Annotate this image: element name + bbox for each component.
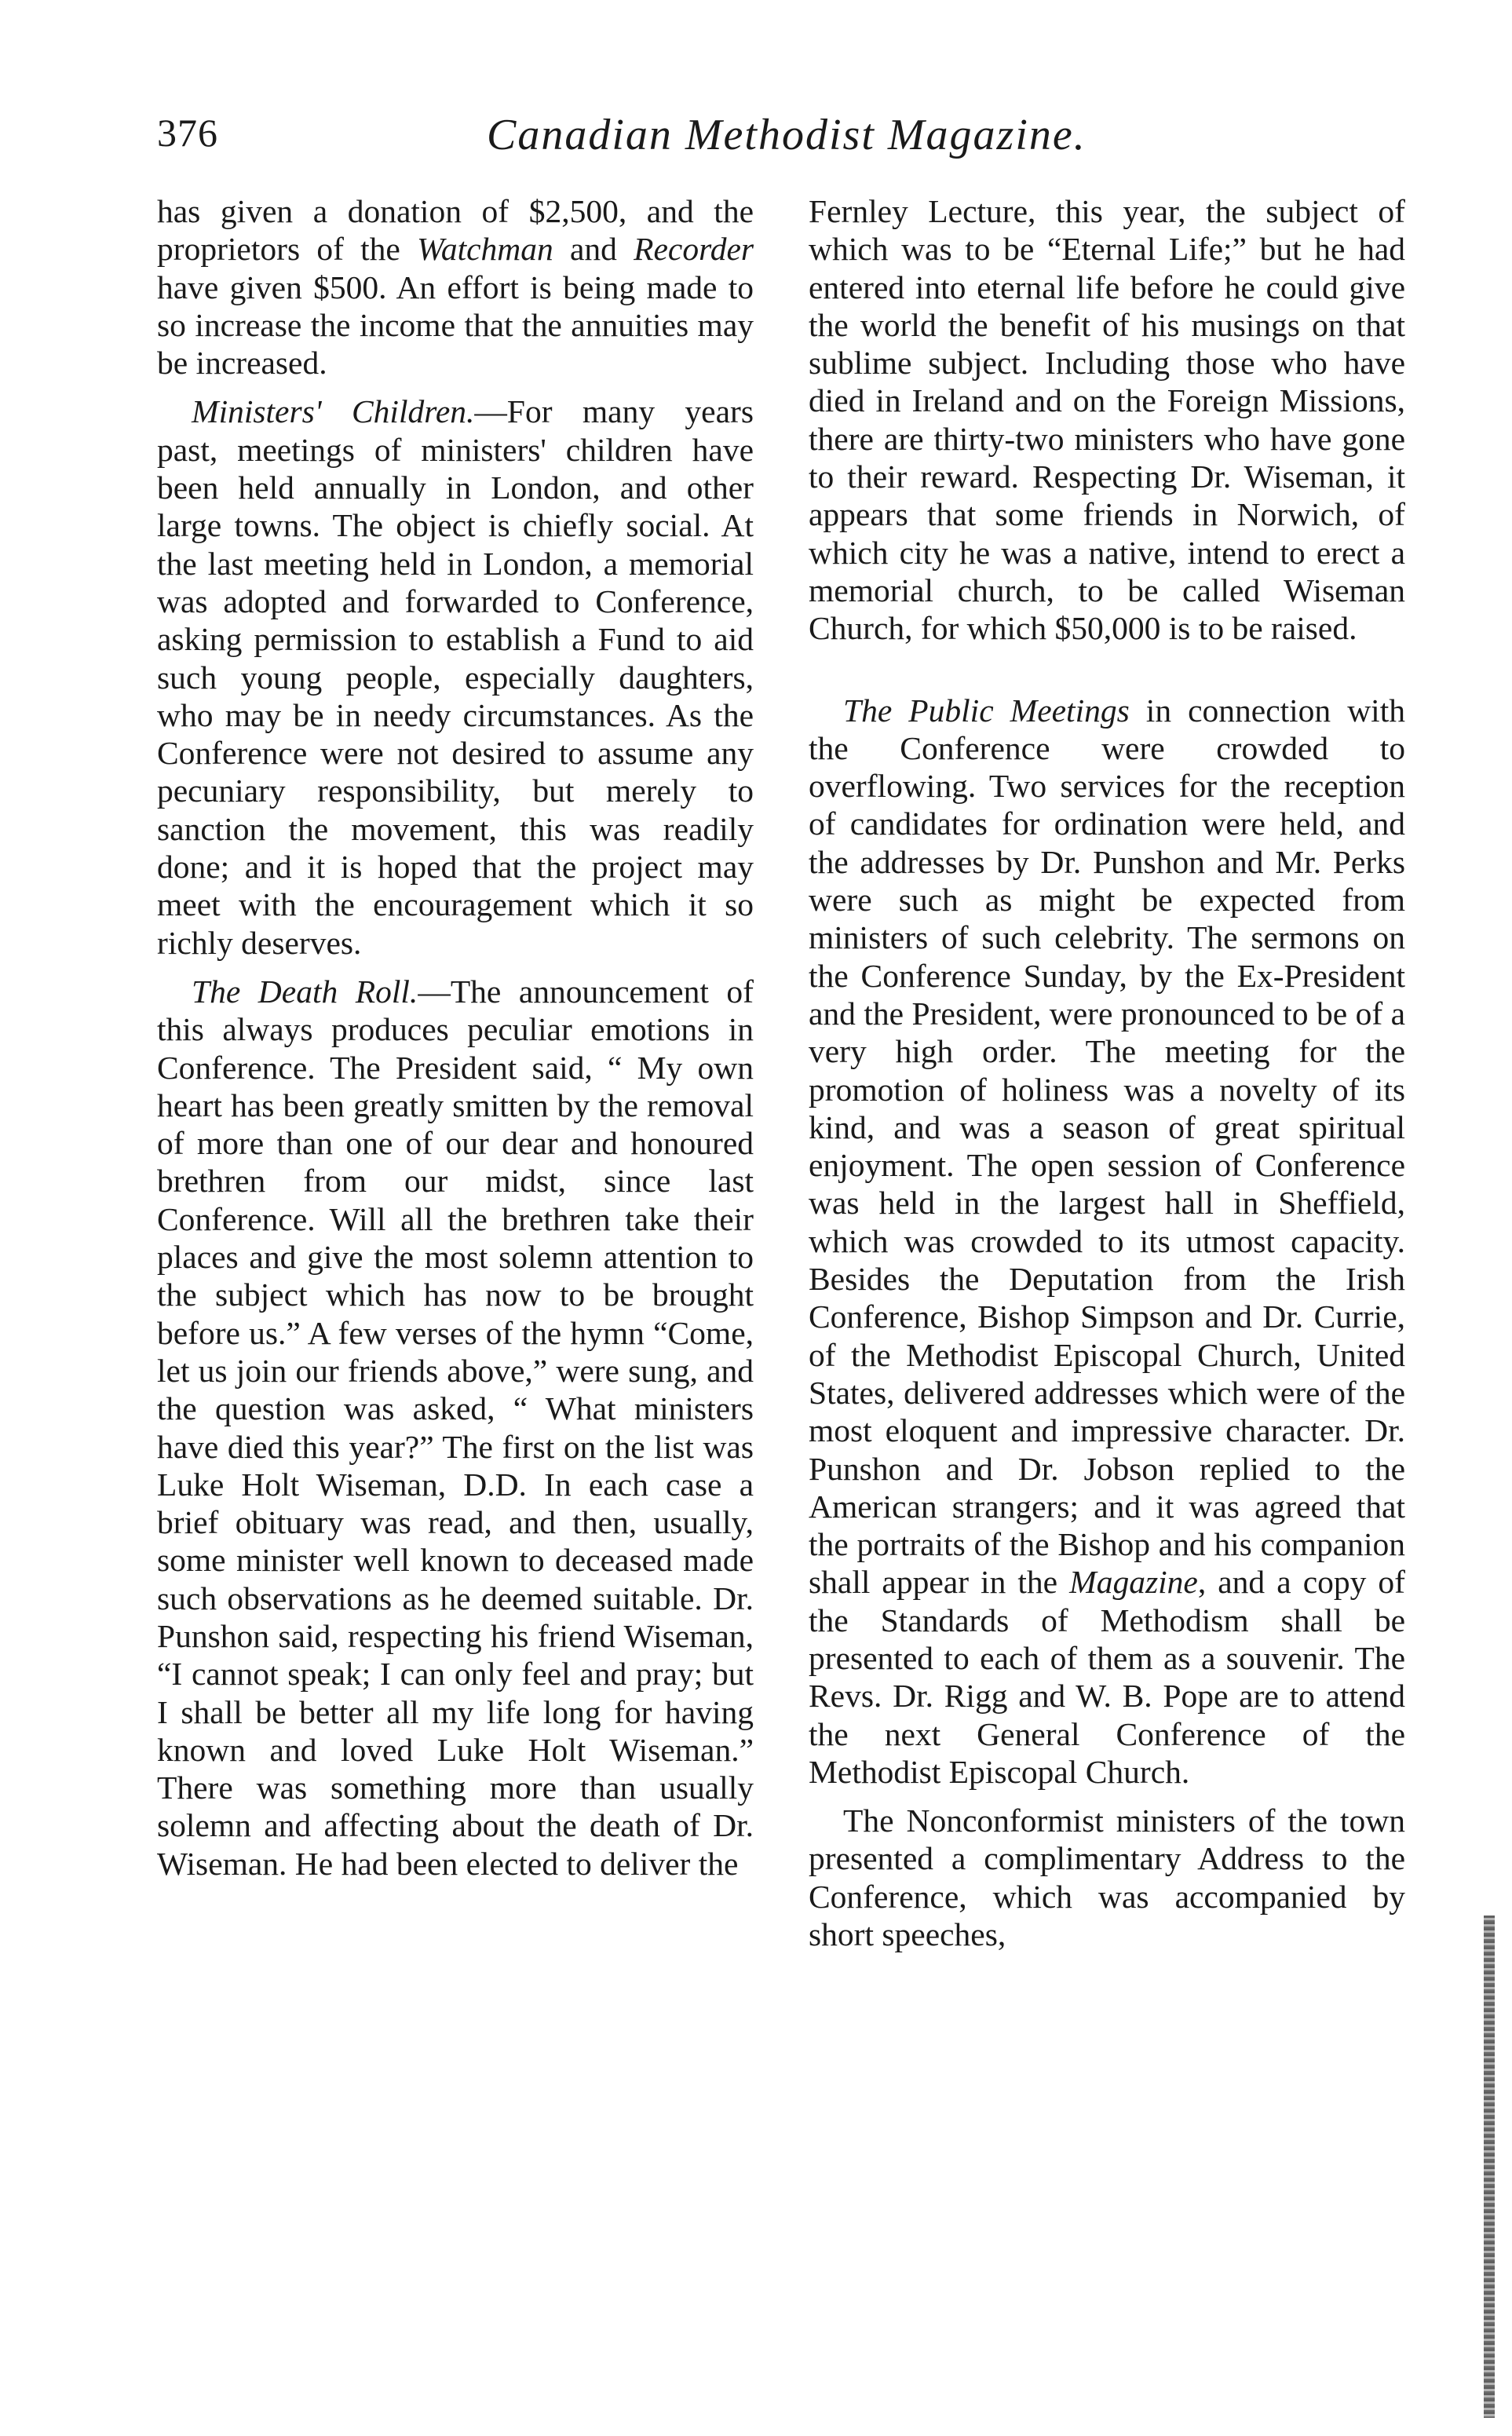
ministers-children-text: —For many years past, meetings of ministers' children have been held annually in London, and other large towns. The object is chiefly social. At the last meeting held in London, a memorial was adopted and forwarded to Conference, asking permission to establish a Fund to aid such young people, especially daughters, who may be in needy circumstances. As the Conference were not desired to assume any pecuniary responsibility, but merely to sanction the movement, this was readily done; and it is hoped that the project may meet with the encouragement which it so richly deserves. — [157, 393, 754, 961]
paragraph-fernley-lecture: Fernley Lecture, this year, the subject of which was to be “Eternal Life;” but he had entered into eternal life before he could give the world the benefit of his musings on that sublime subject. Including those who have died in Ireland and on the Foreign Missions, there are thirty-two ministers who have gone to their reward. Respecting Dr. Wiseman, it appears that some friends in Norwich, of which city he was a native, intend to erect a memorial church, to be called Wiseman Church, for which $50,000 is to be raised. — [809, 193, 1405, 647]
paragraph-public-meetings — [809, 692, 1405, 1791]
death-roll-heading: The Death Roll. — [192, 973, 418, 1010]
left-column — [157, 192, 754, 1883]
paragraph-donation — [157, 192, 754, 382]
paragraph-nonconformist-ministers: The Nonconformist ministers of the town presented a complimentary Address to the Conference, which was accompanied by short speeches, — [809, 1802, 1405, 1953]
watchman-title: Watchman — [417, 231, 553, 268]
public-meetings-text: in connection with the Conference were crowded to overflowing. Two services for the reception of candidates for ordination were held, and the addresses by Dr. Punshon and Mr. Perks were such as might be expected from ministers of such celebrity. The sermons on the Conference Sunday, by the Ex-President and the President, were pronounced to be of a very high order. The meeting for the promotion of holiness was a novelty of its kind, and was a season of great spiritual enjoyment. The open session of Conference was held in the largest hall in Sheffield, which was crowded to its utmost capacity. Besides the Deputation from the Irish Conference, Bishop Simpson and Dr. Currie, of the Methodist Episcopal Church, United States, delivered addresses which were of the most eloquent and impressive character. Dr. Punshon and Dr. Jobson replied to the American strangers; and it was agreed that the portraits of the Bishop and his companion shall appear in the — [809, 692, 1405, 1601]
public-meetings-tail: , and a copy of the Standards of Methodism shall be presented to each of them as a souvenir. The Revs. Dr. Rigg and W. B. Pope are to attend the next General Conference of the Methodist Episcopal Church. — [809, 1564, 1405, 1790]
right-column — [809, 192, 1405, 1953]
paragraph-death-roll — [157, 973, 754, 1883]
paragraph-ministers-children — [157, 393, 754, 961]
ministers-children-heading: Ministers' Children. — [192, 393, 475, 430]
magazine-title: Magazine — [1069, 1564, 1198, 1601]
page-edge-scan-artifact — [1484, 1916, 1495, 2418]
recorder-title: Recorder — [634, 231, 754, 268]
page-number: 376 — [157, 111, 218, 155]
journal-title: Canadian Methodist Magazine. — [487, 111, 1087, 159]
death-roll-text: —The announcement of this always produces peculiar emotions in Conference. The President said, “ My own heart has been greatly smitten by the removal of more than one of our dear and honoured brethren from our midst, since last Conference. Will all the brethren take their places and give the most solemn attention to the subject which has now to be brought before us.” A few verses of the hymn “Come, let us join our friends above,” were sung, and the question was asked, “ What ministers have died this year?” The first on the list was Luke Holt Wiseman, D.D. In each case a brief obituary was read, and then, usually, some minister well known to deceased made such observations as he deemed suitable. Dr. Punshon said, respecting his friend Wiseman, “I cannot speak; I can only feel and pray; but I shall be better all my life long for having known and loved Luke Holt Wiseman.” There was something more than usually solemn and affecting about the death of Dr. Wiseman. He had been elected to deliver the — [157, 973, 754, 1882]
public-meetings-heading: The Public Meetings — [843, 692, 1130, 729]
donation-text-e: have given $500. An effort is being made to so increase the income that the annuities may be increased. — [157, 268, 754, 382]
donation-text-a: has given a donation of $2,500, and the proprietors of the — [157, 193, 754, 268]
running-head — [157, 110, 1130, 165]
donation-text-c: and — [553, 231, 634, 268]
